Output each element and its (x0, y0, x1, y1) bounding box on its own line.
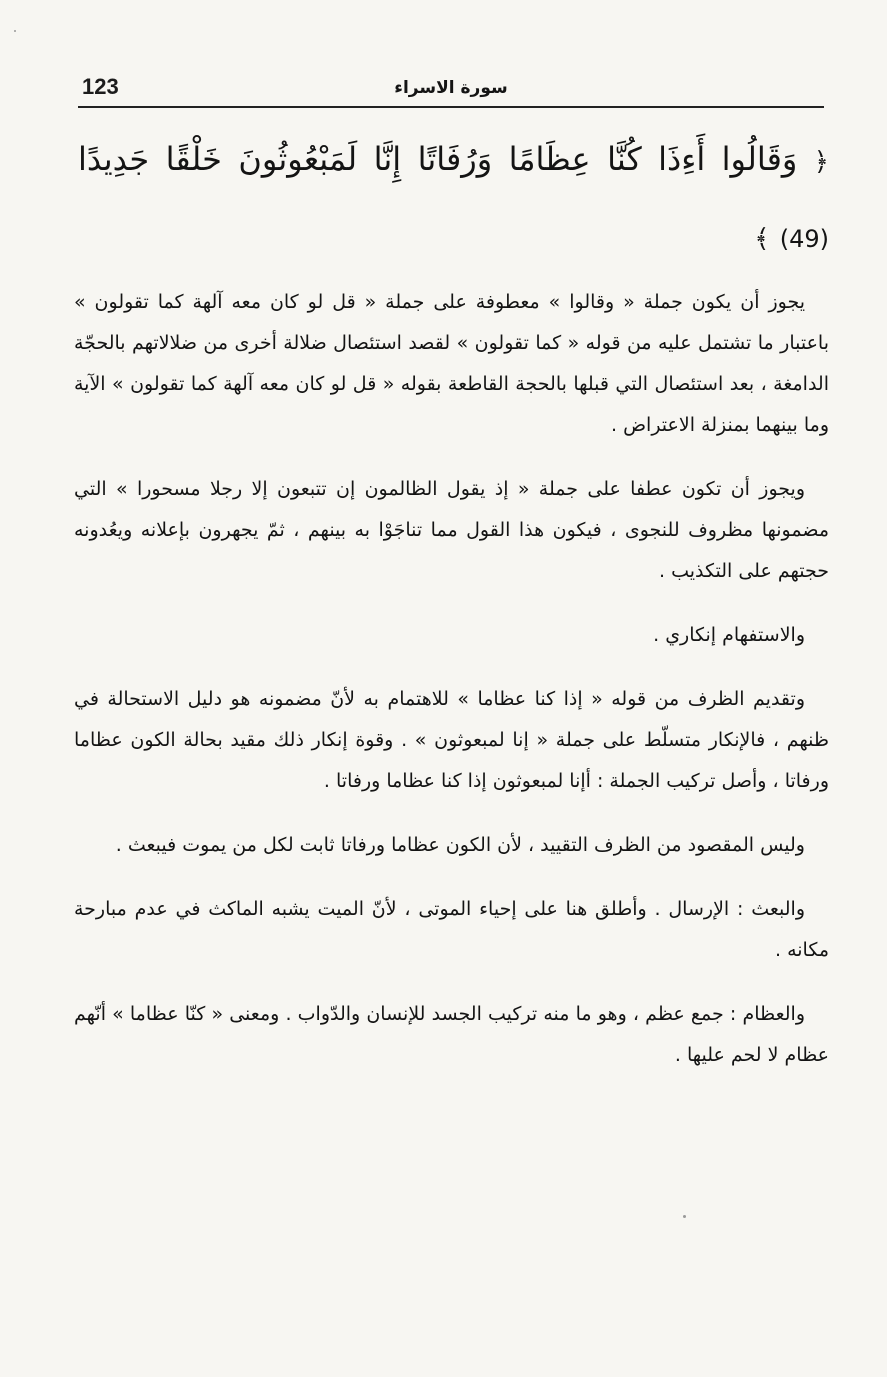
quran-verse (78, 122, 829, 276)
paper-speck (14, 30, 16, 32)
verse-text: وَقَالُوا أَءِذَا كُنَّا عِظَامًا وَرُفَاتًا إِنَّا لَمَبْعُوثُونَ خَلْقًا جَدِيدًا (78, 140, 798, 178)
verse-close-bracket: ﴾ (754, 224, 770, 254)
verse-number: (49) (779, 225, 829, 253)
paragraph: والبعث : الإرسال . وأطلق هنا على إحياء الموتى ، لأنّ الميت يشبه الماكث في عدم مبارحة مكانه . (74, 898, 829, 961)
paragraph: والعظام : جمع عظم ، وهو ما منه تركيب الجسد للإنسان والدّواب . ومعنى « كنّا عظاما » أنّهم عظام لا لحم عليها . (74, 1003, 829, 1066)
commentary-body (74, 282, 829, 1076)
header-rule (78, 106, 824, 108)
paragraph: ويجوز أن تكون عطفا على جملة « إذ يقول الظالمون إن تتبعون إلا رجلا مسحورا » التي مضمونها مظروف للنجوى ، فيكون هذا القول مما تناجَوْا به بينهم ، ثمّ يجهرون بإعلانه ويعُدونه حجتهم على التكذيب . (74, 478, 829, 582)
page-header (78, 70, 824, 108)
page-number: 123 (82, 74, 119, 99)
paragraph: يجوز أن يكون جملة « وقالوا » معطوفة على جملة « قل لو كان معه آلهة كما تقولون » باعتبار ما تشتمل عليه من قوله « كما تقولون » لقصد استئصال ضلالة أخرى من ضلالاتهم بالحجّة الدامغة ، بعد استئصال التي قبلها بالحجة القاطعة بقوله « قل لو كان معه آلهة كما تقولون » الآية وما بينهما بمنزلة الاعتراض . (74, 291, 829, 436)
paper-speck (683, 1215, 686, 1218)
paragraph: وتقديم الظرف من قوله « إذا كنا عظاما » للاهتمام به لأنّ مضمونه هو دليل الاستحالة في ظنهم ، فالإنكار متسلّط على جملة « إنا لمبعوثون » . وقوة إنكار ذلك مقيد بحالة الكون عظاما ورفاتا ، وأصل تركيب الجملة : أإنا لمبعوثون إذا كنا عظاما ورفاتا . (74, 688, 829, 792)
surah-title: سورة الاسراء (394, 78, 508, 98)
paragraph: والاستفهام إنكاري . (653, 624, 805, 646)
paragraph: وليس المقصود من الظرف التقييد ، لأن الكون عظاما ورفاتا ثابت لكل من يموت فيبعث . (115, 834, 805, 856)
verse-open-bracket: ﴿ (813, 147, 829, 177)
